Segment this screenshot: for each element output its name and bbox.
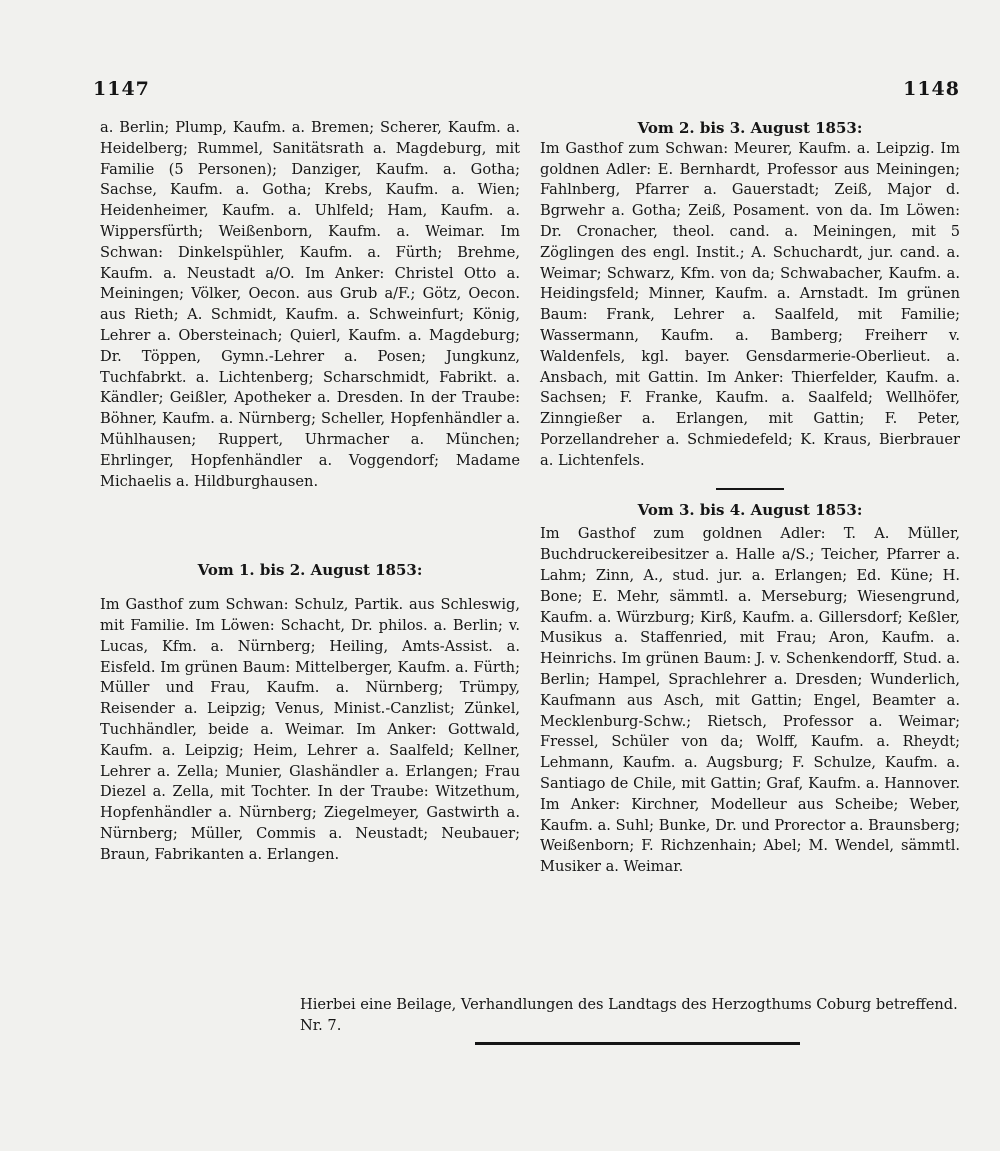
guest-list-aug-2-3: Im Gasthof zum Schwan: Meurer, Kaufm. a. Leipzig. Im goldnen Adler: E. Bernhardt, Professor aus Meiningen; Fahlnberg, Pfarrer a. Gauerstadt; Zeiß, Major d. Bgrwehr a. Gotha; Zeiß, Posament. von da. Im Löwen: Dr. Cronacher, theol. cand. a. Meiningen, mit 5 Zöglingen des engl. Instit.; A. Schuchardt, jur. cand. a. Weimar; Schwarz, Kfm. von da; Schwabacher, Kaufm. a. Heidingsfeld; Minner, Kaufm. a. Arnstadt. Im grünen Baum: Frank, Lehrer a. Saalfeld, mit Familie; Wassermann, Kaufm. a. Bamberg; Freiherr v. Waldenfels, kgl. bayer. Gensdarmerie-Oberlieut. a. Ansbach, mit Gattin. Im Anker: Thierfelder, Kaufm. a. Sachsen; F. Franke, Kaufm. a. Saalfeld; Wellhöfer, Zinngießer a. Erlangen, mit Gattin; F. Peter, Porzellandreher a. Schmiedefeld; K. Kraus, Bierbrauer a. Lichtenfels. bbox=[540, 139, 960, 469]
section-divider bbox=[716, 488, 784, 490]
section-heading-aug-3-4: Vom 3. bis 4. August 1853: bbox=[637, 500, 863, 519]
page-number-left: 1147 bbox=[93, 78, 150, 100]
section-heading-aug-2-3: Vom 2. bis 3. August 1853: bbox=[637, 119, 863, 137]
right-column bbox=[540, 118, 960, 878]
left-column bbox=[100, 118, 520, 888]
guest-list-aug-1-2: Im Gasthof zum Schwan: Schulz, Partik. aus Schleswig, mit Familie. Im Löwen: Schacht, Dr. philos. a. Berlin; v. Lucas, Kfm. a. Nürnberg; Heiling, Amts-Assist. a. Eisfeld. Im grünen Baum: Mittelberger, Kaufm. a. Fürth; Müller und Frau, Kaufm. a. Nürnberg; Trümpy, Reisender a. Leipzig; Venus, Minist.-Canzlist; Zünkel, Tuchhändler, beide a. Weimar. Im Anker: Gottwald, Kaufm. a. Leipzig; Heim, Lehrer a. Saalfeld; Kellner, Lehrer a. Zella; Munier, Glashändler a. Erlangen; Frau Diezel a. Zella, mit Tochter. In der Traube: Witzethum, Hopfenhändler a. Nürnberg; Ziegelmeyer, Gastwirth a. Nürnberg; Müller, Commis a. Neustadt; Neubauer; Braun, Fabrikanten a. Erlangen. bbox=[100, 596, 520, 863]
section-heading-aug-1-2: Vom 1. bis 2. August 1853: bbox=[197, 561, 423, 580]
supplement-note: Hierbei eine Beilage, Verhandlungen des Landtags des Herzogthums Coburg betreffend. Nr. 7. bbox=[300, 996, 958, 1034]
guest-list-aug-3-4: Im Gasthof zum goldnen Adler: T. A. Müller, Buchdruckereibesitzer a. Halle a/S.; Teicher, Pfarrer a. Lahm; Zinn, A., stud. jur. a. Erlangen; Ed. Küne; H. Bone; E. Mehr, sämmtl. a. Merseburg; Wiesengrund, Kaufm. a. Würzburg; Kirß, Kaufm. a. Gillersdorf; Keßler, Musikus a. Staffenried, mit Frau; Aron, Kaufm. a. Heinrichs. Im grünen Baum: J. v. Schenkendorff, Stud. a. Berlin; Hampel, Sprachlehrer a. Dresden; Wunderlich, Kaufmann aus Asch, mit Gattin; Engel, Beamter a. Mecklenburg-Schw.; Rietsch, Professor a. Weimar; Fressel, Schüler von da; Wolff, Kaufm. a. Rheydt; Lehmann, Kaufm. a. Augsburg; F. Schulze, Kaufm. a. Santiago de Chile, mit Gattin; Graf, Kaufm. a. Hannover. Im Anker: Kirchner, Modelleur aus Scheibe; Weber, Kaufm. a. Suhl; Bunke, Dr. und Prorector a. Braunsberg; Weißenborn; F. Richzenhain; Abel; M. Wendel, sämmtl. Musiker a. Weimar. bbox=[540, 525, 960, 876]
guest-list-intro: a. Berlin; Plump, Kaufm. a. Bremen; Scherer, Kaufm. a. Heidelberg; Rummel, Sanitätsrath a. Magdeburg, mit Familie (5 Personen); Danziger, Kaufm. a. Gotha; Sachse, Kaufm. a. Gotha; Krebs, Kaufm. a. Wien; Heidenheimer, Kaufm. a. Uhlfeld; Ham, Kaufm. a. Wippersfürth; Weißenborn, Kaufm. a. Weimar. Im Schwan: Dinkelspühler, Kaufm. a. Fürth; Brehme, Kaufm. a. Neustadt a/O. Im Anker: Christel Otto a. Meiningen; Völker, Oecon. aus Grub a/F.; Götz, Oecon. aus Rieth; A. Schmidt, Kaufm. a. Schweinfurt; König, Lehrer a. Obersteinach; Quierl, Kaufm. a. Magdeburg; Dr. Töppen, Gymn.-Lehrer a. Posen; Jungkunz, Tuchfabrkt. a. Lichtenberg; Scharschmidt, Fabrikt. a. Kändler; Geißler, Apotheker a. Dresden. In der Traube: Böhner, Kaufm. a. Nürnberg; Scheller, Hopfenhändler a. Mühlhausen; Ruppert, Uhrmacher a. München; Ehrlinger, Hopfenhändler a. Voggendorf; Madame Michaelis a. Hildburghausen. bbox=[100, 119, 520, 490]
page-number-right: 1148 bbox=[903, 78, 960, 100]
footer-rule bbox=[475, 1042, 800, 1045]
